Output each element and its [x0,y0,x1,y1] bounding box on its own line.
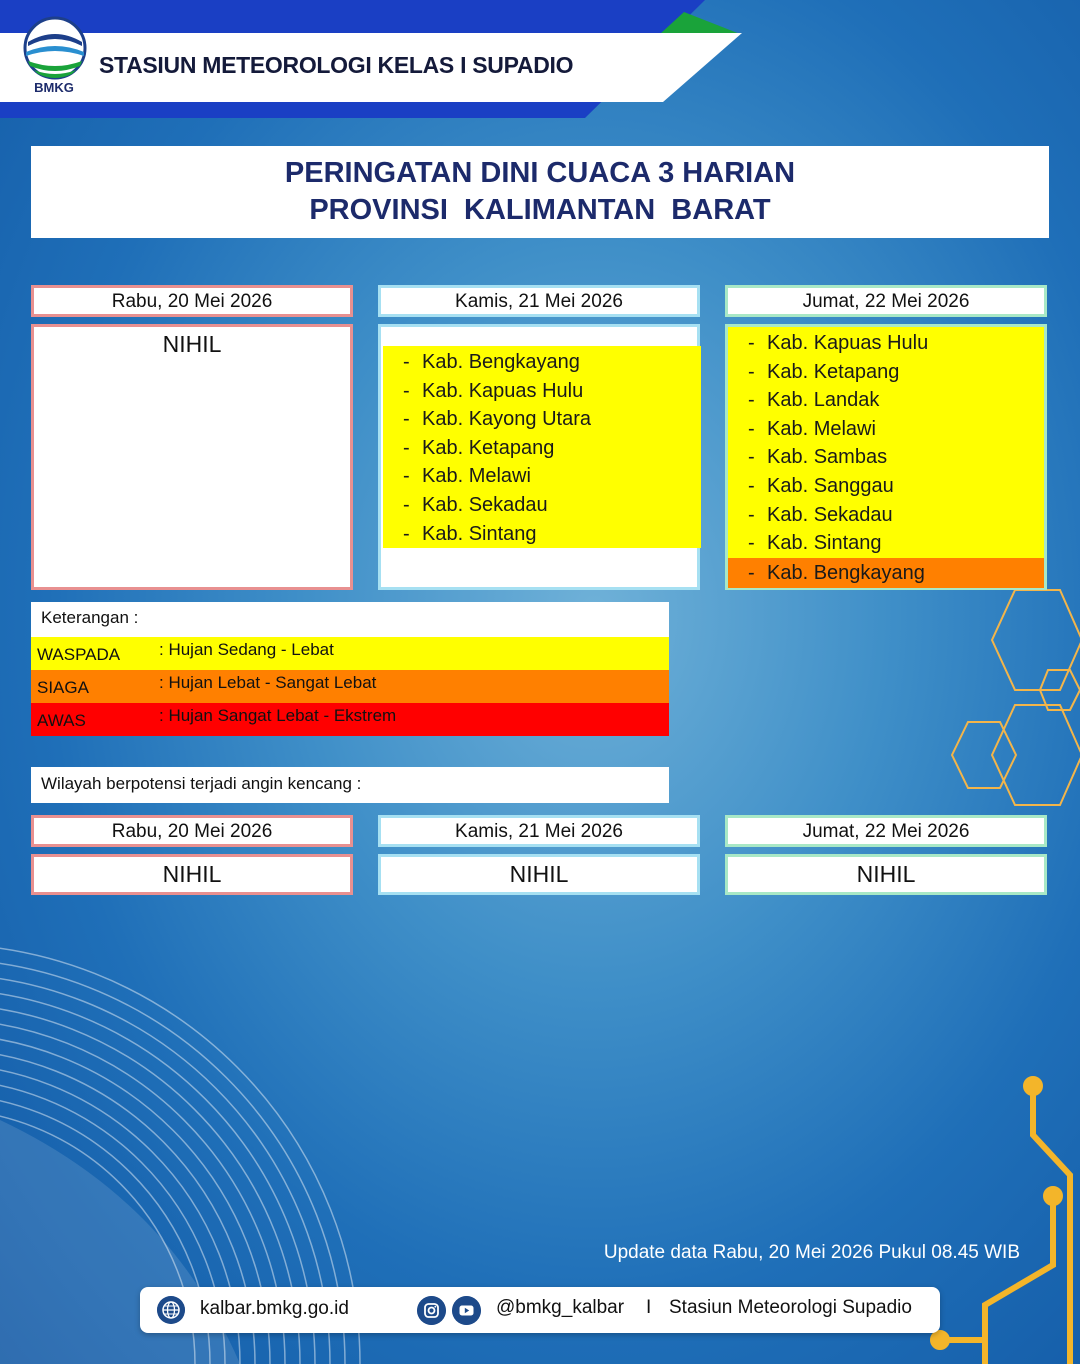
nihil-text: NIHIL [856,861,916,887]
title-line-1: PERINGATAN DINI CUACA 3 HARIAN [284,157,796,189]
hexagon-decoration [952,590,1080,805]
date-header-day1: Rabu, 20 Mei 2026 [31,285,353,317]
wind-date-day2: Kamis, 21 Mei 2026 [378,815,700,847]
warning-panel-day2 [378,324,700,590]
legend-level: SIAGA [37,678,89,697]
footer-separator: I [646,1297,652,1318]
legend-row-waspada [31,637,669,670]
legend-desc: : Hujan Lebat - Sangat Lebat [159,673,377,692]
list-item: - Kab. Sanggau [748,474,894,497]
footer-station-name: Stasiun Meteorologi Supadio [669,1297,912,1318]
circuit-decoration [933,1079,1070,1364]
wind-date-day1: Rabu, 20 Mei 2026 [31,815,353,847]
legend-desc: : Hujan Sangat Lebat - Ekstrem [159,706,397,725]
list-item: - Kab. Sintang [403,522,537,545]
list-item-siaga: - Kab. Bengkayang [728,558,1044,588]
legend-level: WASPADA [37,645,121,664]
list-item: - Kab. Ketapang [748,360,900,383]
nihil-text: NIHIL [162,861,222,887]
social-handle[interactable]: @bmkg_kalbar [496,1297,625,1318]
wind-date-day3: Jumat, 22 Mei 2026 [725,815,1047,847]
station-name: STASIUN METEOROLOGI KELAS I SUPADIO [99,52,574,78]
warning-panel-day3 [725,324,1047,590]
list-item: - Kab. Melawi [403,465,531,488]
wind-panel-day2 [378,854,700,895]
legend-row-awas [31,703,669,736]
list-item: - Kab. Sekadau [748,503,893,526]
list-item: - Kab. Sintang [748,532,882,555]
list-item: - Kab. Kapuas Hulu [748,332,929,354]
globe-icon[interactable] [157,1296,185,1324]
legend-row-siaga [31,670,669,703]
list-item: - Kab. Ketapang [403,436,555,459]
warning-panel-day1 [31,324,353,590]
date-header-day3: Jumat, 22 Mei 2026 [725,285,1047,317]
update-timestamp: Update data Rabu, 20 Mei 2026 Pukul 08.45 WIB [603,1242,1020,1263]
list-item: - Kab. Bengkayang [403,351,580,373]
youtube-icon[interactable] [452,1296,481,1325]
legend-title: Keterangan : [31,602,669,637]
logo-text: BMKG [34,80,74,95]
list-item: - Kab. Sambas [748,446,888,469]
waspada-list-day2 [383,346,701,548]
wind-panel-day1 [31,854,353,895]
page-title [31,146,1049,238]
legend-level: AWAS [37,711,86,730]
list-item: - Kab. Kapuas Hulu [403,379,584,402]
list-item: - Kab. Kayong Utara [403,408,591,431]
website-link[interactable]: kalbar.bmkg.go.id [200,1298,349,1319]
waspada-list-day3 [728,327,1044,588]
instagram-icon[interactable] [417,1296,446,1325]
title-line-2: PROVINSI KALIMANTAN BARAT [309,194,771,226]
list-item: - Kab. Sekadau [403,493,548,516]
footer-bar [140,1287,940,1333]
nihil-text: NIHIL [162,331,222,357]
list-item: - Kab. Melawi [748,417,876,440]
wind-panel-day3 [725,854,1047,895]
legend-desc: : Hujan Sedang - Lebat [159,640,334,659]
date-header-day2: Kamis, 21 Mei 2026 [378,285,700,317]
list-item: - Kab. Landak [748,389,880,412]
nihil-text: NIHIL [509,861,569,887]
wind-section-title: Wilayah berpotensi terjadi angin kencang : [31,767,669,803]
